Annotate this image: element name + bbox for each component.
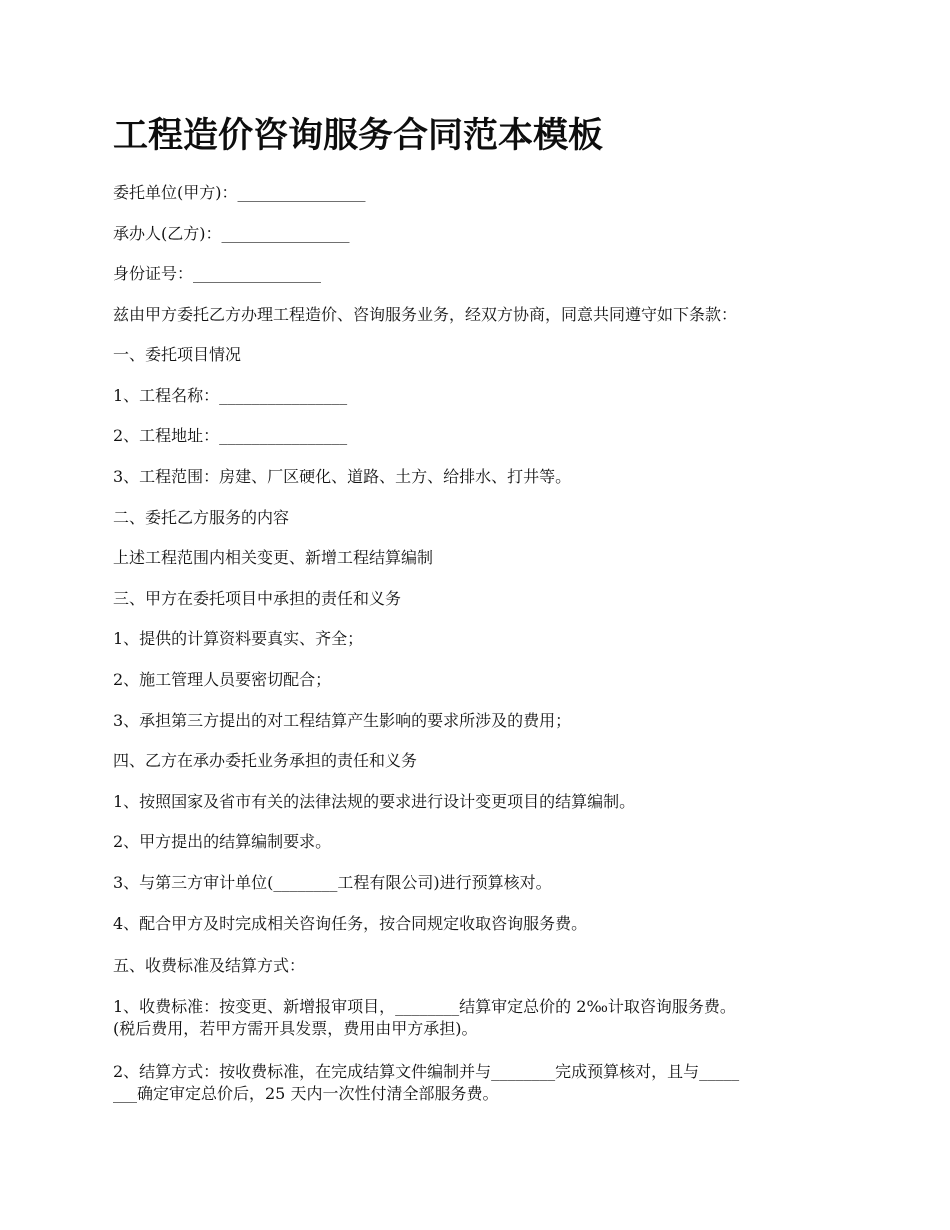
document-title: 工程造价咨询服务合同范本模板 xyxy=(113,115,604,156)
section-heading: 一、委托项目情况 xyxy=(113,345,242,364)
section-heading: 二、委托乙方服务的内容 xyxy=(113,508,290,527)
section-heading: 三、甲方在委托项目中承担的责任和义务 xyxy=(113,589,402,608)
list-item: 上述工程范围内相关变更、新增工程结算编制 xyxy=(113,548,434,567)
list-item: 1、按照国家及省市有关的法律法规的要求进行设计变更项目的结算编制。 xyxy=(113,792,636,811)
paragraph-line: (税后费用，若甲方需开具发票，费用由甲方承担)。 xyxy=(113,1019,478,1038)
fee-standard-paragraph xyxy=(113,996,843,1040)
party-b-field: 承办人(乙方)：________________ xyxy=(113,224,350,243)
list-item: 1、提供的计算资料要真实、齐全； xyxy=(113,629,364,648)
section-heading: 五、收费标准及结算方式： xyxy=(113,956,306,975)
list-item: 1、工程名称：________________ xyxy=(113,386,348,405)
list-item: 2、施工管理人员要密切配合； xyxy=(113,670,332,689)
paragraph-line: 2、结算方式：按收费标准，在完成结算文件编制并与________完成预算核对，且与_____ xyxy=(113,1062,740,1081)
list-item: 3、承担第三方提出的对工程结算产生影响的要求所涉及的费用； xyxy=(113,711,572,730)
settlement-paragraph xyxy=(113,1061,843,1105)
paragraph-line: 1、收费标准：按变更、新增报审项目，________结算审定总价的 2‰计取咨询服务费。 xyxy=(113,997,736,1016)
list-item: 3、与第三方审计单位(________工程有限公司)进行预算核对。 xyxy=(113,873,552,892)
list-item: 2、工程地址：________________ xyxy=(113,426,348,445)
intro-paragraph: 兹由甲方委托乙方办理工程造价、咨询服务业务，经双方协商，同意共同遵守如下条款： xyxy=(113,305,738,324)
list-item: 3、工程范围：房建、厂区硬化、道路、土方、给排水、打井等。 xyxy=(113,467,572,486)
section-heading: 四、乙方在承办委托业务承担的责任和义务 xyxy=(113,751,418,770)
list-item: 4、配合甲方及时完成相关咨询任务，按合同规定收取咨询服务费。 xyxy=(113,914,588,933)
id-number-field: 身份证号：________________ xyxy=(113,264,322,283)
party-a-field: 委托单位(甲方)：________________ xyxy=(113,183,366,202)
list-item: 2、甲方提出的结算编制要求。 xyxy=(113,832,332,851)
paragraph-line: ___确定审定总价后，25 天内一次性付清全部服务费。 xyxy=(113,1084,499,1103)
